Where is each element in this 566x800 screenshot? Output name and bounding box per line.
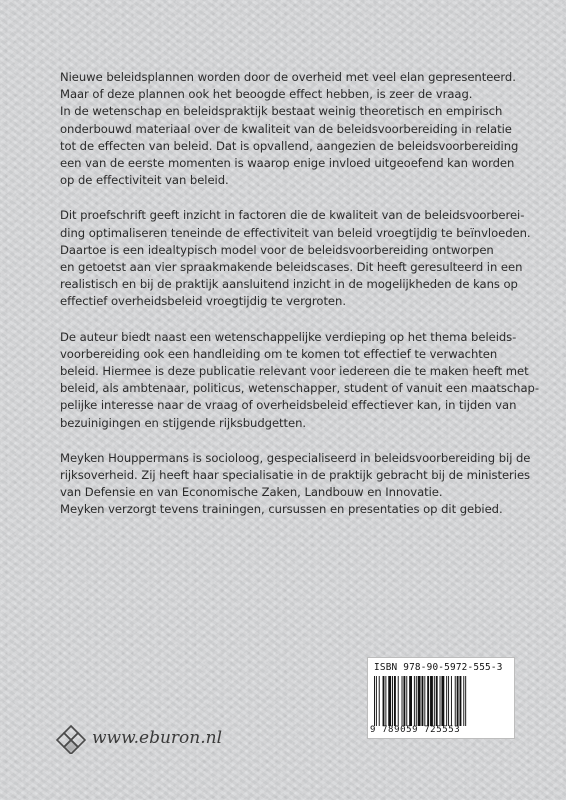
eburon-logo-icon: [56, 724, 86, 754]
blurb-paragraph-2: [60, 207, 531, 310]
blurb-line: effectief overheidsbeleid vroegtijdig te vergroten.: [60, 294, 346, 309]
blurb-line: van Defensie en van Economische Zaken, Landbouw en Innovatie.: [60, 485, 443, 500]
blurb-line: op de effectiviteit van beleid.: [60, 173, 229, 188]
blurb-paragraph-1: [60, 69, 520, 189]
blurb-line: realistisch en bij de praktijk aansluitend inzicht in de mogelijkheden de kans op: [60, 277, 518, 292]
blurb-line: pelijke interesse naar de vraag of overheidsbeleid effectiever kan, in tijden van: [60, 398, 517, 413]
blurb-line: een van de eerste momenten is waarop enige invloed uitgeoefend kan worden: [60, 156, 515, 171]
blurb-line: bezuinigingen en stijgende rijksbudgetten.: [60, 415, 307, 430]
blurb-line: rijksoverheid. Zij heeft haar specialisatie in de praktijk gebracht bij de ministeries: [60, 468, 531, 483]
blurb-line: Maar of deze plannen ook het beoogde effect hebben, is zeer de vraag.: [60, 87, 473, 102]
blurb-line: Meyken verzorgt tevens trainingen, cursussen en presentaties op dit gebied.: [60, 502, 503, 517]
blurb-line: De auteur biedt naast een wetenschappelijke verdieping op het thema beleids-: [60, 329, 517, 344]
back-cover-blurb: [60, 69, 539, 537]
blurb-line: Nieuwe beleidsplannen worden door de overheid met veel elan gepresenteerd.: [60, 70, 516, 84]
blurb-line: onderbouwd materiaal over de kwaliteit van de beleidsvoorbereiding in relatie: [60, 121, 512, 136]
blurb-paragraph-3: [60, 329, 539, 432]
blurb-line: Dit proefschrift geeft inzicht in factoren die de kwaliteit van de beleidsvoorberei-: [60, 208, 525, 223]
blurb-line: ding optimaliseren teneinde de effectiviteit van beleid vroegtijdig te beïnvloeden.: [60, 225, 531, 240]
blurb-line: beleid, als ambtenaar, politicus, wetenschapper, student of vanuit een maatschap-: [60, 381, 539, 396]
blurb-line: beleid. Hiermee is deze publicatie relevant voor iedereen die te maken heeft met: [60, 364, 529, 379]
isbn-barcode-box: [367, 657, 515, 739]
blurb-line: en getoetst aan vier spraakmakende beleidscases. Dit heeft geresulteerd in een: [60, 260, 523, 275]
barcode-icon: [374, 676, 510, 726]
isbn-label: ISBN 978-90-5972-555-3: [374, 662, 503, 673]
blurb-line: In de wetenschap en beleidspraktijk bestaat weinig theoretisch en empirisch: [60, 104, 503, 119]
blurb-line: Meyken Houppermans is socioloog, gespecialiseerd in beleidsvoorbereiding bij de: [60, 450, 531, 465]
blurb-line: Daartoe is een idealtypisch model voor de beleidsvoorbereiding ontworpen: [60, 242, 494, 257]
publisher-mark: [56, 722, 236, 762]
barcode-digits: 9 789059 725553: [370, 725, 461, 735]
blurb-line: voorbereiding ook een handleiding om te komen tot effectief te verwachten: [60, 346, 498, 361]
blurb-paragraph-4: [60, 450, 531, 519]
blurb-line: tot de effecten van beleid. Dat is opvallend, aangezien de beleidsvoorbereiding: [60, 138, 519, 153]
publisher-url: www.eburon.nl: [92, 728, 223, 748]
